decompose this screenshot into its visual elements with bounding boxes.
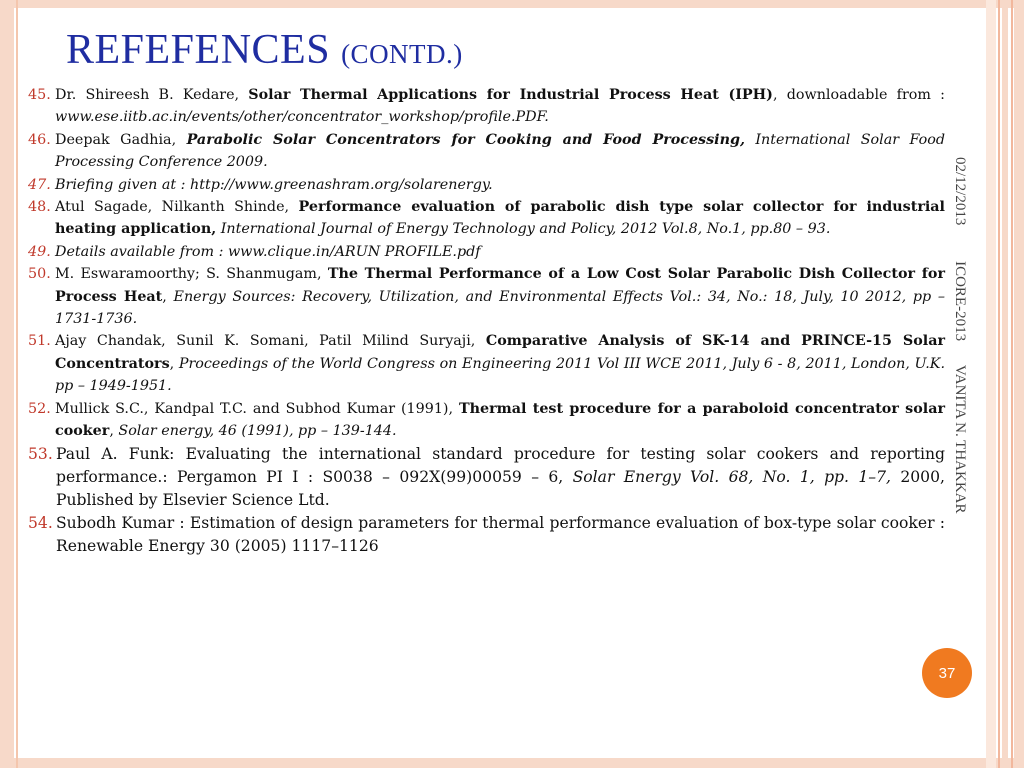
reference-text-segment: The Thermal Performance of a Low Cost Solar Parabolic Dish Collector for Process Heat xyxy=(55,266,945,305)
reference-number: 54. xyxy=(28,514,53,533)
reference-item xyxy=(28,196,945,241)
reference-text-segment: Comparative Analysis of SK-14 and PRINCE-15 Solar Concentrators xyxy=(55,333,945,372)
reference-text-segment: Ajay Chandak, Sunil K. Somani, Patil Milind Suryaji, xyxy=(55,333,486,350)
reference-text-segment: International Journal of Energy Technology and Policy, 2012 Vol.8, No.1, pp.80 – 93. xyxy=(216,221,831,238)
reference-number: 46. xyxy=(28,131,51,148)
reference-item xyxy=(28,330,945,397)
footer-conference: ICORE-2013 xyxy=(952,261,968,342)
reference-text-segment: 2000, Published by Elsevier Science Ltd. xyxy=(56,467,945,509)
slide-title xyxy=(66,26,463,74)
reference-number: 49. xyxy=(28,243,51,260)
left-border-line xyxy=(16,0,18,768)
reference-text-segment: Thermal test procedure for a paraboloid concentrator solar cooker xyxy=(55,400,945,440)
reference-number: 47. xyxy=(28,176,51,193)
reference-text-segment: International Solar Food Processing Conference 2009. xyxy=(55,131,945,171)
reference-number: 48. xyxy=(28,199,51,216)
reference-text-segment: Dr. Shireesh B. Kedare, xyxy=(55,87,249,103)
reference-item xyxy=(28,84,945,129)
reference-text-segment: Solar Energy Vol. 68, No. 1, pp. 1–7, xyxy=(572,467,891,486)
footer-author: VANITA N. THAKKAR xyxy=(952,364,968,514)
reference-number: 45. xyxy=(28,87,51,103)
page-number: 37 xyxy=(938,664,956,682)
reference-text-segment: Details available from : www.clique.in/ARUN PROFILE.pdf xyxy=(55,243,481,260)
reference-text-segment: Subodh Kumar : Estimation of design parameters for thermal performance evaluation of box-type solar cooker : Renewable Energy 30 (2005) 1117–1126 xyxy=(56,514,945,556)
top-border xyxy=(0,0,1024,8)
reference-text-segment: Performance evaluation of parabolic dish type solar collector for industrial heating application, xyxy=(55,199,945,238)
reference-item xyxy=(28,263,945,330)
reference-item xyxy=(28,398,945,443)
footer-date: 02/12/2013 xyxy=(952,157,968,226)
reference-text-segment: www.ese.iitb.ac.in/events/other/concentrator_workshop/profile.PDF. xyxy=(55,109,549,126)
reference-text-segment: Parabolic Solar Concentrators for Cooking and Food Processing, xyxy=(186,131,745,148)
reference-list xyxy=(28,84,945,559)
reference-number: 52. xyxy=(28,400,51,417)
reference-item xyxy=(28,174,945,196)
side-footer xyxy=(949,157,971,577)
reference-text-segment: Paul A. Funk: Evaluating the international standard procedure for testing solar cookers and reporting performance.: Pergamon PI I : S0038 – 092X(99)00059 – 6, xyxy=(56,444,945,486)
reference-item xyxy=(28,241,945,263)
reference-text-segment: Briefing given at : http://www.greenashram.org/solarenergy. xyxy=(55,176,493,193)
reference-text-segment: Mullick S.C., Kandpal T.C. and Subhod Kumar (1991), xyxy=(55,400,459,417)
reference-text-segment: M. Eswaramoorthy; S. Shanmugam, xyxy=(55,266,328,283)
reference-text-segment: Energy Sources: Recovery, Utilization, and Environmental Effects Vol.: 34, No.: 18, July, 10 2012, pp – 1731-1736. xyxy=(55,288,946,328)
slide-title-main: REFEFENCES xyxy=(66,27,342,73)
right-decorative-stripes xyxy=(986,0,1024,768)
reference-item xyxy=(28,443,945,513)
reference-item xyxy=(28,129,945,174)
reference-text-segment: Deepak Gadhia, xyxy=(55,131,187,148)
reference-text-segment: Proceedings of the World Congress on Engineering 2011 Vol III WCE 2011, July 6 - 8, 2011, London, U.K. pp – 1949-1951. xyxy=(55,355,945,395)
reference-text-segment: , xyxy=(162,288,174,305)
reference-text-segment: , xyxy=(109,423,119,440)
reference-text-segment: , xyxy=(169,355,179,372)
reference-number: 50. xyxy=(28,266,51,283)
reference-number: 51. xyxy=(28,333,51,350)
slide-title-contd: (CONTD.) xyxy=(341,39,463,69)
left-border xyxy=(0,0,14,768)
reference-item xyxy=(28,512,945,558)
reference-text-segment: Solar Thermal Applications for Industrial Process Heat (IPH) xyxy=(248,87,773,103)
reference-text-segment: Atul Sagade, Nilkanth Shinde, xyxy=(55,199,299,216)
bottom-border xyxy=(0,758,1024,768)
reference-text-segment: , downloadable from : xyxy=(772,87,945,103)
page-number-badge xyxy=(922,648,972,698)
reference-text-segment: Solar energy, 46 (1991), pp – 139-144. xyxy=(118,423,397,440)
reference-number: 53. xyxy=(28,444,53,463)
